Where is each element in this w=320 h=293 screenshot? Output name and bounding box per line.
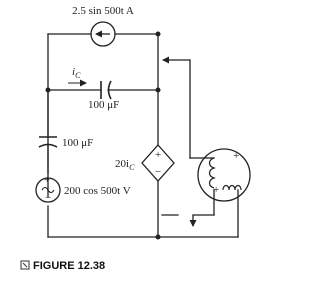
- wattmeter: [198, 149, 250, 201]
- current-source-label: 2.5 sin 500t A: [72, 5, 134, 17]
- dependent-source-minus: −: [155, 166, 162, 178]
- wattmeter-voltage-coil-plus: +: [233, 150, 240, 162]
- capacitor-current-label: $i_C$: [72, 66, 81, 80]
- left-capacitor-label: 100 μF: [62, 137, 94, 149]
- dependent-source-plus: +: [155, 149, 162, 161]
- current-source: [91, 22, 115, 46]
- voltage-source-plus: +: [44, 174, 51, 186]
- dependent-source-label: $20i_C$: [115, 158, 135, 172]
- voltage-source-minus: −: [45, 192, 52, 204]
- series-capacitor-label: 100 μF: [88, 99, 120, 111]
- voltage-source-label: 200 cos 500t V: [64, 185, 131, 197]
- junction-dot: [156, 235, 161, 240]
- wattmeter-lower-lead: [162, 190, 238, 237]
- wattmeter-current-coil-plus: +: [213, 184, 220, 196]
- figure-caption-text: FIGURE 12.38: [33, 260, 106, 272]
- wattmeter-voltage-lead: [163, 60, 214, 158]
- figure-caption: [21, 260, 105, 272]
- left-capacitor: [39, 90, 57, 173]
